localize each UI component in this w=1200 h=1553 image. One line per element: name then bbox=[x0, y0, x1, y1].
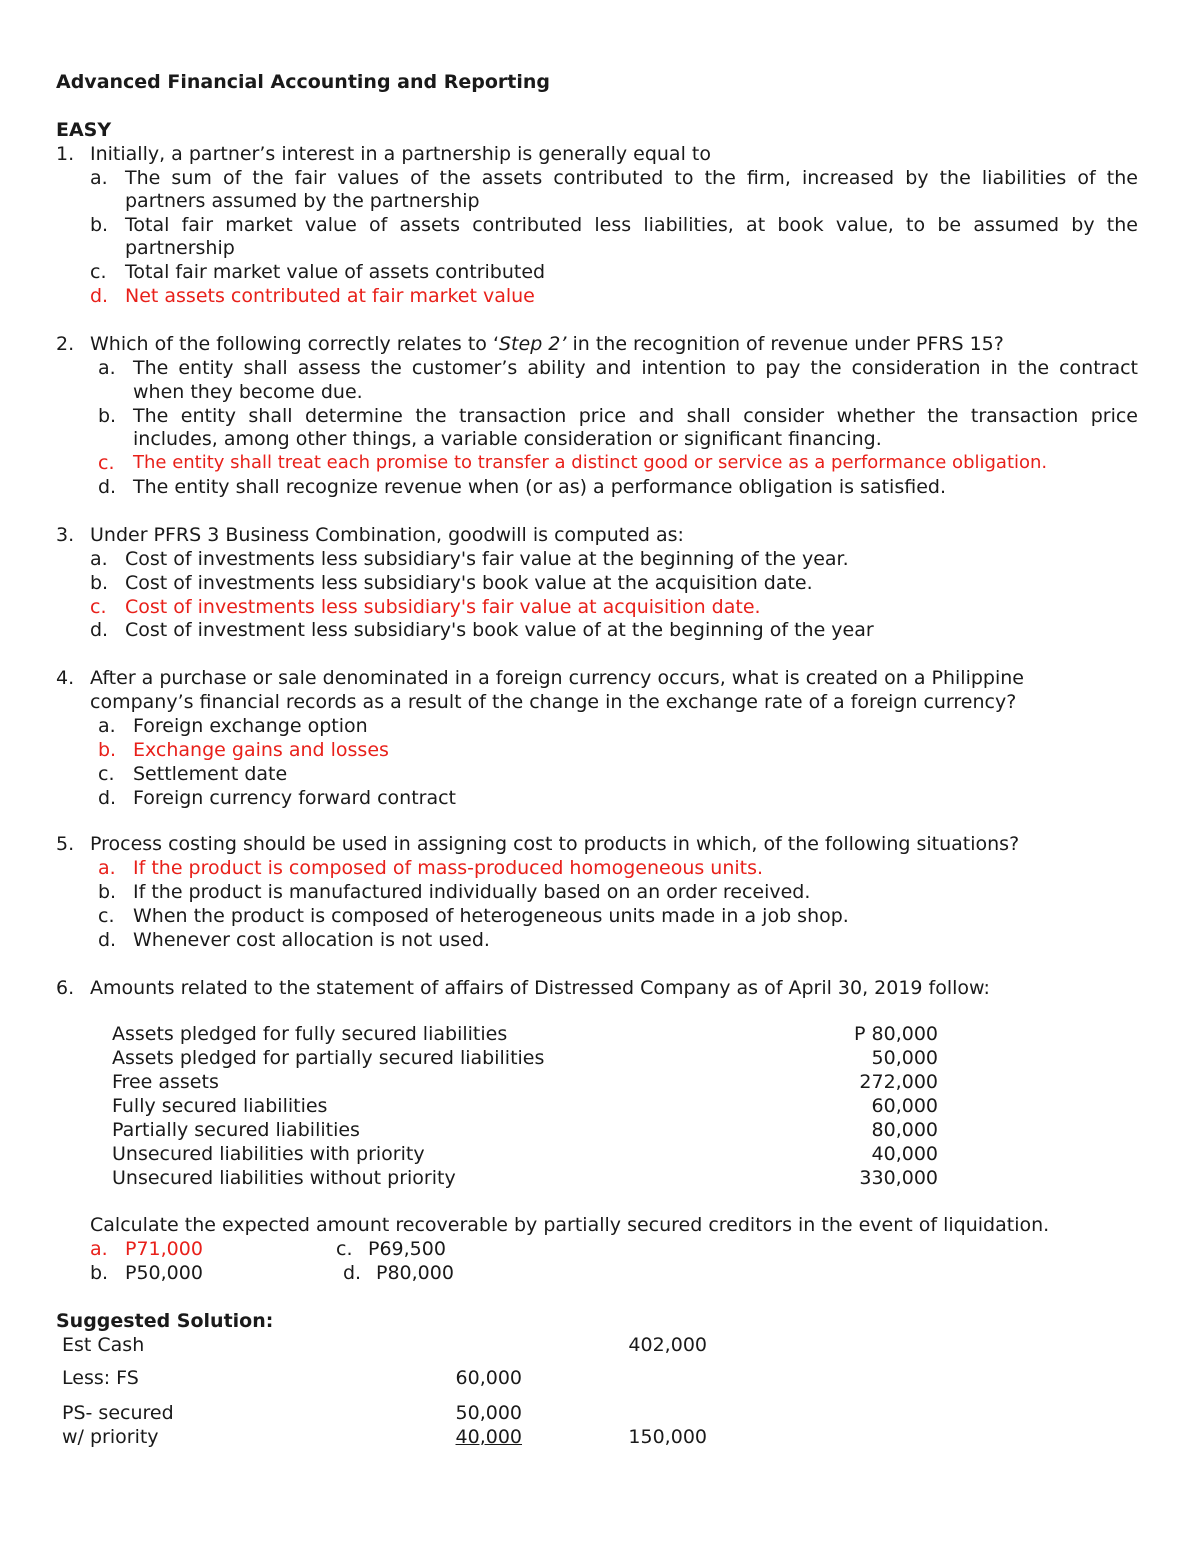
solution-value-underlined: 40,000 bbox=[455, 1426, 522, 1448]
option-letter: d. bbox=[98, 476, 117, 498]
question-number: 4. bbox=[56, 667, 75, 689]
table-row-label: Partially secured liabilities bbox=[112, 1119, 360, 1141]
option-d-text: Cost of investment less subsidiary's book value of at the beginning of the year bbox=[125, 619, 874, 641]
option-b-text: Total fair market value of assets contributed less liabilities, at book value, to be assumed by the bbox=[125, 214, 1138, 236]
question-number: 5. bbox=[56, 833, 75, 855]
option-a-text-cont: when they become due. bbox=[133, 381, 363, 403]
solution-label: Est Cash bbox=[62, 1334, 145, 1356]
option-letter: a. bbox=[98, 715, 116, 737]
question-stem: Which of the following correctly relates to ‘Step 2’ in the recognition of revenue under PFRS 15? bbox=[90, 333, 1004, 355]
option-a-text: Foreign exchange option bbox=[133, 715, 368, 737]
table-row-value: 60,000 bbox=[871, 1095, 938, 1117]
question-stem: Amounts related to the statement of affairs of Distressed Company as of April 30, 2019 follow: bbox=[90, 977, 990, 999]
option-letter-correct: d. bbox=[90, 285, 109, 307]
solution-label: w/ priority bbox=[62, 1426, 159, 1448]
option-letter: d. bbox=[98, 787, 117, 809]
option-a-text-cont: partners assumed by the partnership bbox=[125, 190, 480, 212]
option-a-text: The sum of the fair values of the assets contributed to the firm, increased by the liabilities of the bbox=[125, 167, 1138, 189]
option-c-text: Total fair market value of assets contributed bbox=[125, 261, 546, 283]
option-letter-correct: a. bbox=[98, 857, 116, 879]
table-row-value: 272,000 bbox=[859, 1071, 938, 1093]
option-a-text: Cost of investments less subsidiary's fair value at the beginning of the year. bbox=[125, 548, 849, 570]
question-stem: After a purchase or sale denominated in a foreign currency occurs, what is created on a Philippine bbox=[90, 667, 1024, 689]
question-stem: Process costing should be used in assigning cost to products in which, of the following situations? bbox=[90, 833, 1020, 855]
question-stem: Under PFRS 3 Business Combination, goodwill is computed as: bbox=[90, 524, 684, 546]
option-d-text: Foreign currency forward contract bbox=[133, 787, 456, 809]
option-d-text-correct: Net assets contributed at fair market value bbox=[125, 285, 535, 307]
option-b-text: If the product is manufactured individually based on an order received. bbox=[133, 881, 811, 903]
table-row-label: Assets pledged for partially secured liabilities bbox=[112, 1047, 545, 1069]
option-letter: d. bbox=[343, 1262, 362, 1284]
option-c-text: P69,500 bbox=[368, 1238, 446, 1260]
option-c-text: Settlement date bbox=[133, 763, 288, 785]
option-letter: c. bbox=[98, 763, 115, 785]
question-number: 6. bbox=[56, 977, 75, 999]
question-prompt: Calculate the expected amount recoverable by partially secured creditors in the event of liquidation. bbox=[90, 1214, 1050, 1236]
table-row-value: 50,000 bbox=[871, 1047, 938, 1069]
table-row-value: 330,000 bbox=[859, 1167, 938, 1189]
option-a-text-correct: If the product is composed of mass-produced homogeneous units. bbox=[133, 857, 764, 879]
question-stem-cont: company’s financial records as a result of the change in the exchange rate of a foreign currency? bbox=[90, 691, 1017, 713]
option-letter: a. bbox=[90, 167, 108, 189]
option-letter: b. bbox=[98, 881, 117, 903]
question-number: 2. bbox=[56, 333, 75, 355]
option-letter: a. bbox=[90, 548, 108, 570]
option-b-text-correct: Exchange gains and losses bbox=[133, 739, 389, 761]
emphasis-step2: Step 2’ bbox=[499, 333, 567, 355]
option-letter: c. bbox=[90, 261, 107, 283]
section-heading: EASY bbox=[56, 119, 112, 141]
option-b-text-cont: partnership bbox=[125, 237, 235, 259]
solution-value: 60,000 bbox=[455, 1367, 522, 1389]
solution-total: 150,000 bbox=[628, 1426, 707, 1448]
question-number: 3. bbox=[56, 524, 75, 546]
solution-label: Less: FS bbox=[62, 1367, 139, 1389]
option-b-text-cont: includes, among other things, a variable consideration or significant financing. bbox=[133, 428, 882, 450]
option-d-text: Whenever cost allocation is not used. bbox=[133, 929, 490, 951]
option-a-text: The entity shall assess the customer’s ability and intention to pay the consideration in the contract bbox=[133, 357, 1138, 379]
solution-value: 50,000 bbox=[455, 1402, 522, 1424]
option-b-text: The entity shall determine the transaction price and shall consider whether the transaction price bbox=[133, 405, 1138, 427]
table-row-label: Fully secured liabilities bbox=[112, 1095, 328, 1117]
option-b-text: Cost of investments less subsidiary's book value at the acquisition date. bbox=[125, 572, 813, 594]
table-row-label: Assets pledged for fully secured liabilities bbox=[112, 1023, 508, 1045]
option-d-text: P80,000 bbox=[376, 1262, 454, 1284]
table-row-value: 80,000 bbox=[871, 1119, 938, 1141]
table-row-label: Unsecured liabilities without priority bbox=[112, 1167, 456, 1189]
option-letter: c. bbox=[98, 905, 115, 927]
solution-value: 402,000 bbox=[628, 1334, 707, 1356]
solution-label: PS- secured bbox=[62, 1402, 174, 1424]
table-row-value: P 80,000 bbox=[854, 1023, 938, 1045]
option-letter: b. bbox=[98, 405, 117, 427]
option-letter-correct: c. bbox=[98, 452, 115, 474]
option-letter-correct: b. bbox=[98, 739, 117, 761]
option-letter: b. bbox=[90, 572, 109, 594]
table-row-label: Free assets bbox=[112, 1071, 219, 1093]
question-number: 1. bbox=[56, 143, 75, 165]
option-letter: c. bbox=[336, 1238, 353, 1260]
page-title: Advanced Financial Accounting and Reporting bbox=[56, 71, 550, 93]
option-letter: d. bbox=[90, 619, 109, 641]
option-c-text-correct: The entity shall treat each promise to transfer a distinct good or service as a performance obligation. bbox=[133, 452, 1048, 473]
option-letter: d. bbox=[98, 929, 117, 951]
option-c-text-correct: Cost of investments less subsidiary's fair value at acquisition date. bbox=[125, 596, 761, 618]
table-row-label: Unsecured liabilities with priority bbox=[112, 1143, 425, 1165]
option-letter-correct: a. bbox=[90, 1238, 108, 1260]
option-letter: b. bbox=[90, 1262, 109, 1284]
option-letter: b. bbox=[90, 214, 109, 236]
option-a-text-correct: P71,000 bbox=[125, 1238, 203, 1260]
option-b-text: P50,000 bbox=[125, 1262, 203, 1284]
option-c-text: When the product is composed of heterogeneous units made in a job shop. bbox=[133, 905, 849, 927]
option-letter-correct: c. bbox=[90, 596, 107, 618]
question-stem: Initially, a partner’s interest in a partnership is generally equal to bbox=[90, 143, 711, 165]
option-letter: a. bbox=[98, 357, 116, 379]
solution-heading: Suggested Solution: bbox=[56, 1310, 274, 1332]
option-d-text: The entity shall recognize revenue when (or as) a performance obligation is satisfied. bbox=[133, 476, 946, 498]
table-row-value: 40,000 bbox=[871, 1143, 938, 1165]
